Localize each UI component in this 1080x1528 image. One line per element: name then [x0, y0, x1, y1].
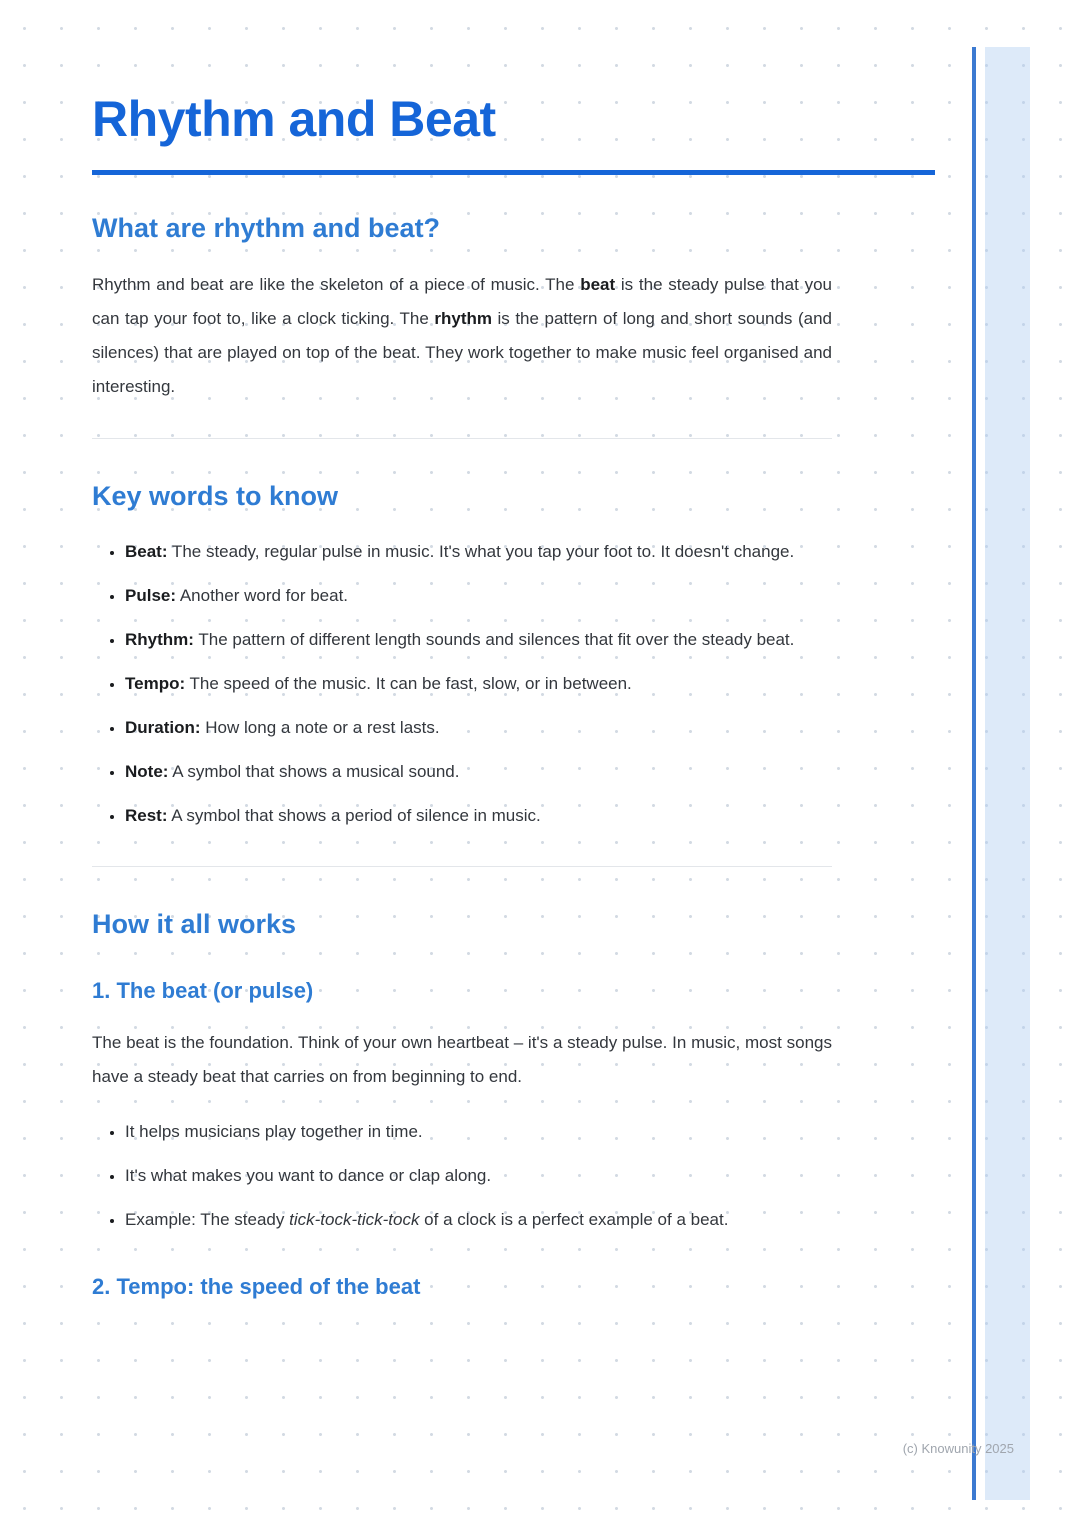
- keyword-definition: The speed of the music. It can be fast, slow, or in between.: [185, 674, 632, 693]
- list-item: • It helps musicians play together in time.: [125, 1116, 832, 1148]
- copyright-footer: (c) Knowunity 2025: [902, 1441, 1014, 1456]
- keywords-list: [92, 536, 832, 832]
- keyword-definition: A symbol that shows a musical sound.: [168, 762, 460, 781]
- keywords-heading: Key words to know: [92, 481, 339, 511]
- keyword-definition: A symbol that shows a period of silence in music.: [167, 806, 541, 825]
- keyword-term: Rhythm:: [125, 630, 194, 649]
- list-item: [125, 800, 832, 832]
- how-heading: How it all works: [92, 909, 297, 939]
- list-item: • Example: The steady tick-tock-tick-tock of a clock is a perfect example of a beat.: [125, 1204, 832, 1236]
- intro-heading: What are rhythm and beat?: [92, 213, 441, 243]
- list-item: [125, 536, 832, 568]
- list-item: • It's what makes you want to dance or clap along.: [125, 1160, 832, 1192]
- section-divider: [92, 866, 832, 867]
- list-item: [125, 712, 832, 744]
- keyword-term: Note:: [125, 762, 169, 781]
- accent-vertical-band: [985, 47, 1030, 1500]
- list-item: [125, 580, 832, 612]
- section-intro: [92, 213, 835, 404]
- section-divider: [92, 438, 832, 439]
- list-item: [125, 668, 832, 700]
- keyword-definition: Another word for beat.: [176, 586, 349, 605]
- list-item: [125, 756, 832, 788]
- sub1-bullet-list: [92, 1116, 832, 1236]
- intro-paragraph: Rhythm and beat are like the skeleton of a piece of music. The beat is the steady pulse that you can tap your foot to, like a clock ticking. The rhythm is the pattern of long and short sounds (and silences) that are played on top of the beat. They work together to make music feel organised and interesting.: [92, 275, 832, 396]
- title-underline-rule: [92, 170, 935, 175]
- keyword-term: Duration:: [125, 718, 201, 737]
- keyword-term: Rest:: [125, 806, 168, 825]
- keyword-definition: The steady, regular pulse in music. It's what you tap your foot to. It doesn't change.: [167, 542, 795, 561]
- section-how-it-works: [92, 909, 835, 1300]
- sub2-heading: 2. Tempo: the speed of the beat: [92, 1274, 421, 1299]
- keyword-definition: How long a note or a rest lasts.: [200, 718, 440, 737]
- page-title: Rhythm and Beat: [92, 91, 496, 147]
- keyword-definition: The pattern of different length sounds and silences that fit over the steady beat.: [193, 630, 795, 649]
- spacer: [92, 964, 835, 978]
- keyword-term: Beat:: [125, 542, 168, 561]
- section-keywords: [92, 481, 835, 832]
- list-item: [125, 624, 832, 656]
- accent-vertical-line: [972, 47, 976, 1500]
- keyword-term: Tempo:: [125, 674, 186, 693]
- keyword-term: Pulse:: [125, 586, 177, 605]
- sub1-heading: 1. The beat (or pulse): [92, 978, 314, 1003]
- sub1-paragraph: The beat is the foundation. Think of your own heartbeat – it's a steady pulse. In music, most songs have a steady beat that carries on from beginning to end.: [92, 1033, 832, 1086]
